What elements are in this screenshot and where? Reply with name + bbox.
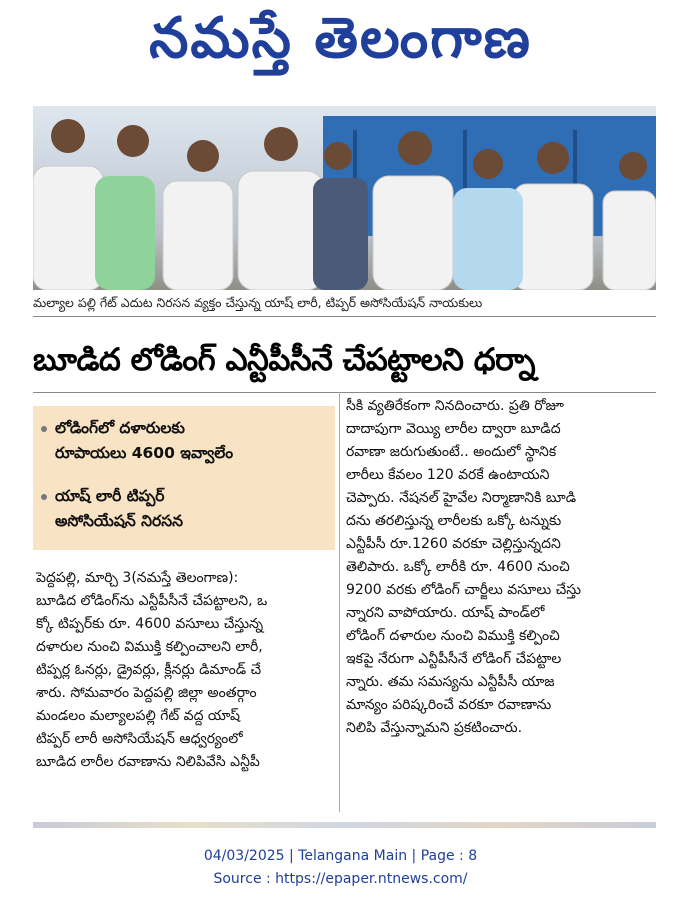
footer-date-page: 04/03/2025 | Telangana Main | Page : 8 [203,848,478,864]
article-line: బూడిద లోడింగ్‌ను ఎన్టీపీసీనే చేపట్టాలని, ఒ [36,593,268,609]
article-line: క్కో టిప్పర్‌కు రూ. 4600 వసూలు చేస్తున్న [36,616,264,632]
bullet-icon [41,494,47,500]
article-line: మండలం మల్యాలపల్లి గేట్ వద్ద యాష్ [36,708,240,724]
highlight-box [33,406,335,550]
article-column-right [346,395,656,740]
article-line: న్నారు. తమ సమస్యను ఎన్టీపీసీ యాజ [346,674,555,690]
next-article-strip [33,822,656,828]
article-line: నిలిపి వేస్తున్నామని ప్రకటించారు. [346,720,523,736]
footer-source-link[interactable]: Source : https://epaper.ntnews.com/ [213,871,468,887]
article-line: రవాణా జరుగుతుంటే.. అందులో స్థానిక [346,444,557,460]
article-line: న్నారని వాపోయారు. యాష్ పాండ్‌లో [346,605,545,621]
highlight-item: యాష్ లారీ టిప్పర్ అసోసియేషన్ నిరసన [41,484,183,534]
news-photo [33,106,656,290]
article-column-left [36,567,334,774]
divider [33,316,656,317]
article-line: శారు. సోమవారం పెద్దపల్లి జిల్లా అంతర్గాం [36,685,257,701]
article-line: చెప్పారు. నేషనల్ హైవేల నిర్మాణానికి బూడి [346,490,577,506]
article-line: బూడిద లారీల రవాణాను నిలిపివేసి ఎన్టీపీ [36,754,260,770]
article-line: దళారుల నుంచి విముక్తి కల్పించాలని లారీ, [36,639,263,655]
article-line: మాన్యం పరిష్కరించే వరకూ రవాణాను [346,697,552,713]
article-line: టిప్పర్ లారీ అసోసియేషన్ ఆధ్వర్యంలో [36,731,243,747]
article-line: లోడింగ్ దళారుల నుంచి విముక్తి కల్పించి [346,628,560,644]
article-line: దాదాపుగా వెయ్యి లారీల ద్వారా బూడిద [346,421,561,437]
photo-caption: మల్యాల పల్లి గేట్ ఎదుట నిరసన వ్యక్తం చేస్తున్న యాష్ లారీ, టిప్పర్ అసోసియేషన్ నాయకులు [33,295,483,310]
article-line: తెలిపారు. ఒక్కో లారీకి రూ. 4600 నుంచి [346,559,570,575]
masthead [0,0,681,100]
article-line: ఎన్టీపీసీ రూ.1260 వరకూ చెల్లిస్తున్నదని [346,536,561,552]
article-line: లారీలు కేవలం 120 వరకే ఉంటాయని [346,467,550,483]
highlight-item: లోడింగ్‌లో దళారులకు రూపాయలు 4600 ఇవ్వాలేం [41,416,233,466]
article-line: సీకి వ్యతిరేకంగా నినదించారు. ప్రతి రోజూ [346,398,564,414]
bullet-icon [41,426,47,432]
article-line: పెద్దపల్లి, మార్చి 3(నమస్తే తెలంగాణ): [36,570,239,586]
masthead-logo: నమస్తే తెలంగాణ [149,6,532,71]
article-line: 9200 వరకు లోడింగ్ చార్జీలు వసూలు చేస్తు [346,582,581,598]
article-line: టిప్పర్ల ఓనర్లు, డ్రైవర్లు, క్లీనర్లు డిమాండ్ చే [36,662,262,678]
column-divider [339,392,340,812]
divider [33,392,656,393]
article-line: ఇకపై నేరుగా ఎన్టీపీసీనే లోడింగ్ చేపట్టాల [346,651,562,667]
headline: బూడిద లోడింగ్ ఎన్టీపీసీనే చేపట్టాలని ధర్నా [33,342,535,378]
article-line: దను తరలిస్తున్న లారీలకు ఒక్కో టన్నుకు [346,513,562,529]
